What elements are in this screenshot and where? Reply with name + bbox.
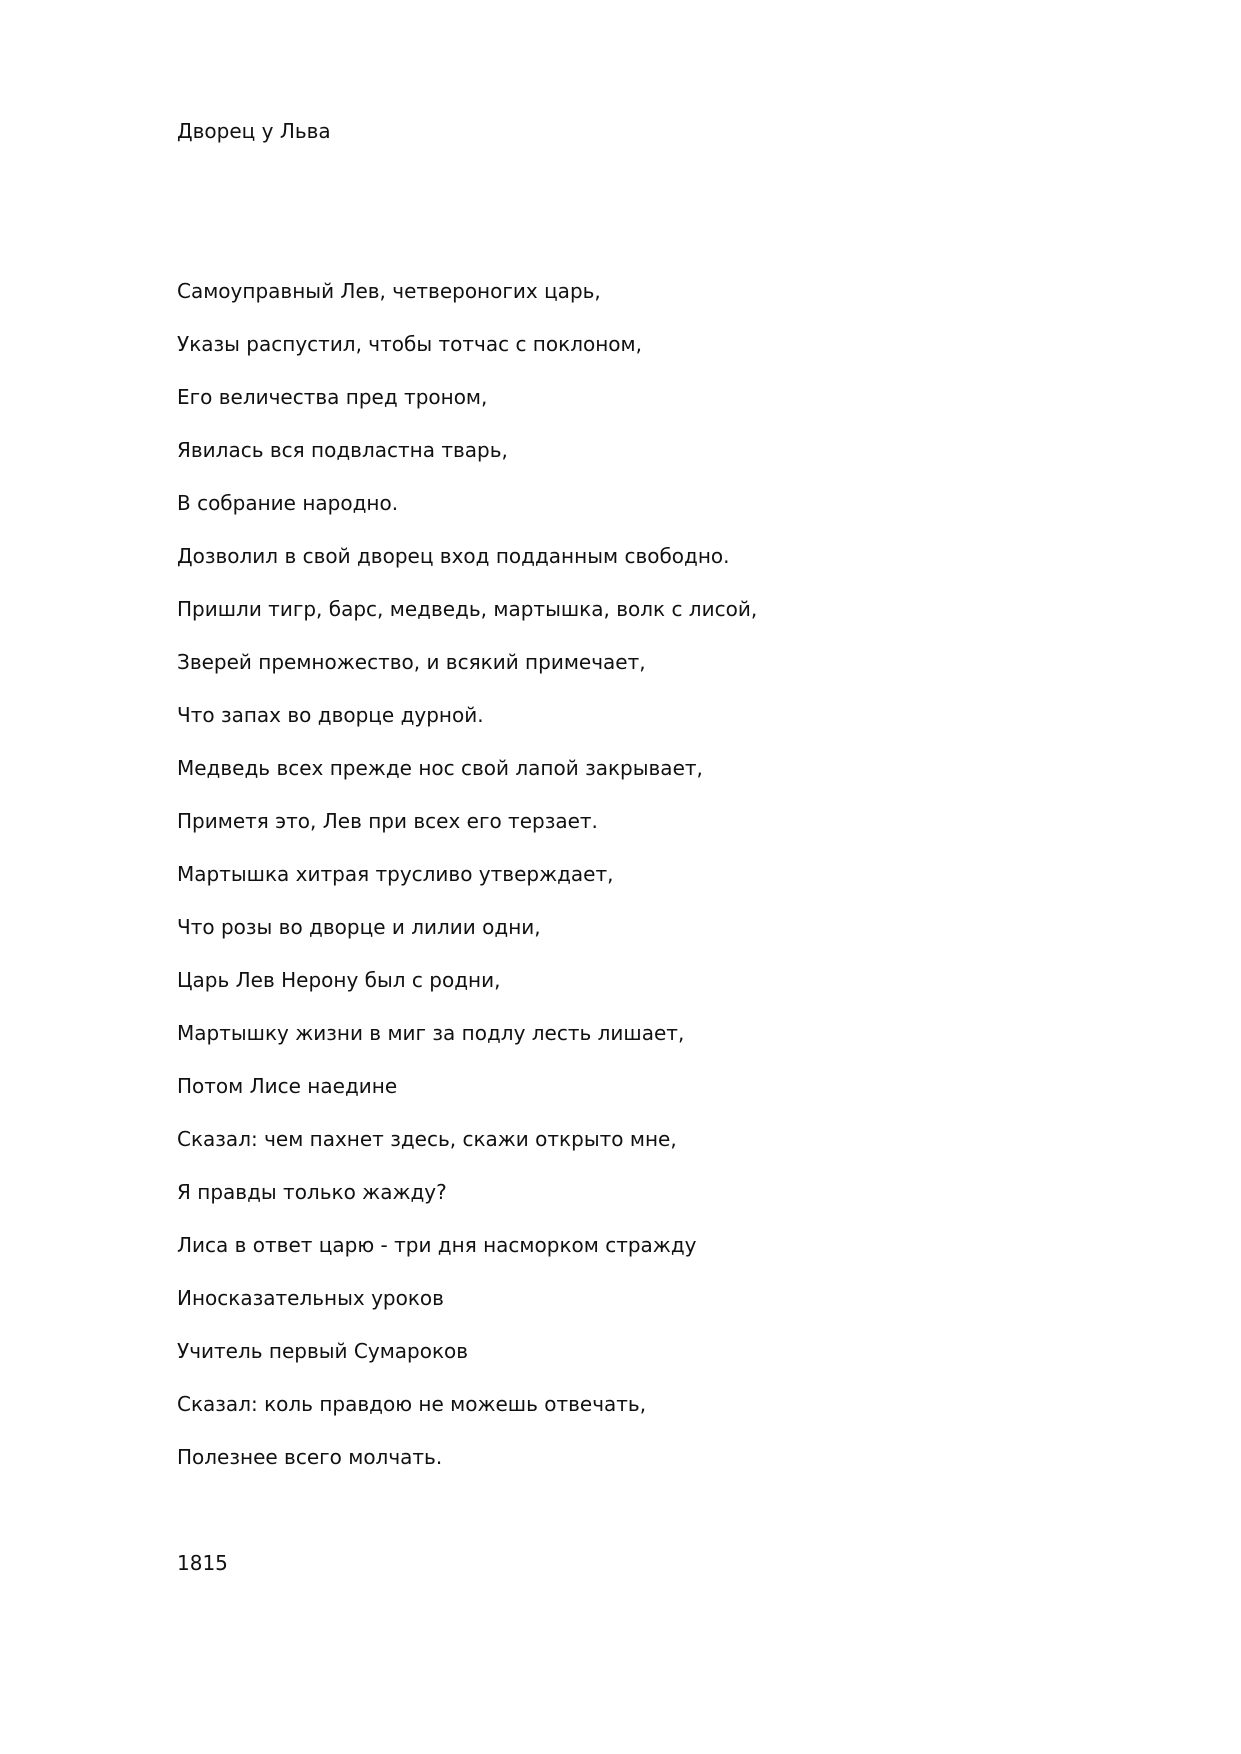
verse-line: Пришли тигр, барс, медведь, мартышка, волк с лисой, [177, 597, 758, 621]
verse-line: Самоуправный Лев, четвероногих царь, [177, 279, 601, 303]
verse-line: Явилась вся подвластна тварь, [177, 438, 508, 462]
verse-line: Иносказательных уроков [177, 1286, 444, 1310]
verse-line: Сказал: коль правдою не можешь отвечать, [177, 1392, 647, 1416]
verse-line: Мартышку жизни в миг за подлу лесть лишает, [177, 1021, 685, 1045]
verse-line: Потом Лисе наедине [177, 1074, 398, 1098]
verse-line: Дозволил в свой дворец вход подданным свободно. [177, 544, 730, 568]
verse-line: Что запах во дворце дурной. [177, 703, 484, 727]
poem-year: 1815 [177, 1551, 228, 1575]
poem-body [177, 278, 757, 1497]
verse-line: Его величества пред троном, [177, 385, 488, 409]
verse-line: Сказал: чем пахнет здесь, скажи открыто мне, [177, 1127, 677, 1151]
verse-line: Лиса в ответ царю - три дня насморком стражду [177, 1233, 697, 1257]
verse-line: Указы распустил, чтобы тотчас с поклоном, [177, 332, 642, 356]
verse-line: Царь Лев Нерону был с родни, [177, 968, 501, 992]
verse-line: Что розы во дворце и лилии одни, [177, 915, 541, 939]
verse-line: Полезнее всего молчать. [177, 1445, 443, 1469]
verse-line: Мартышка хитрая трусливо утверждает, [177, 862, 614, 886]
verse-line: Я правды только жажду? [177, 1180, 447, 1204]
verse-line: Приметя это, Лев при всех его терзает. [177, 809, 598, 833]
verse-line: В собрание народно. [177, 491, 399, 515]
verse-line: Зверей премножество, и всякий примечает, [177, 650, 646, 674]
verse-line: Учитель первый Сумароков [177, 1339, 469, 1363]
verse-line: Медведь всех прежде нос свой лапой закрывает, [177, 756, 703, 780]
poem-title: Дворец у Льва [177, 119, 331, 143]
